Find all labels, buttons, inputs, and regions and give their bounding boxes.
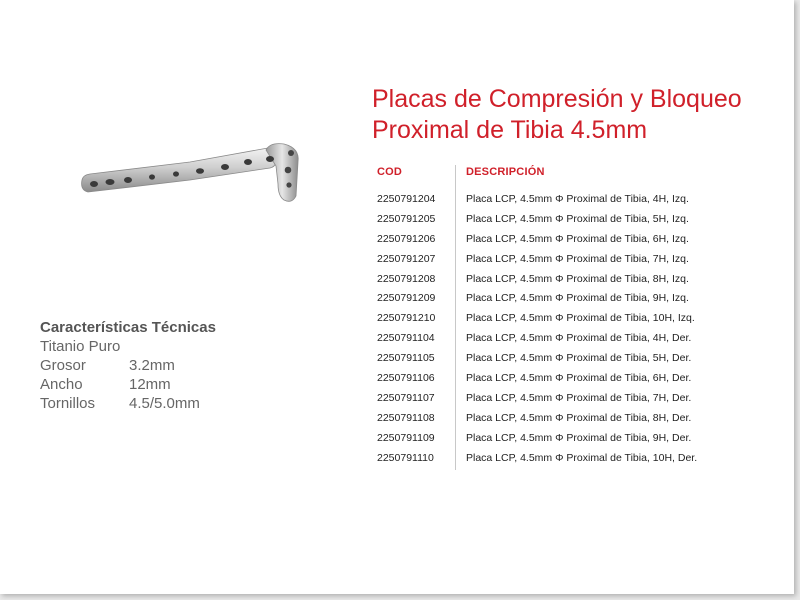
spec-row-screws <box>40 394 216 413</box>
product-description: Placa LCP, 4.5mm Φ Proximal de Tibia, 6H, Izq. <box>466 232 689 245</box>
spec-label: Ancho <box>40 376 83 393</box>
spec-label: Grosor <box>40 357 86 374</box>
table-row <box>377 329 697 349</box>
table-row <box>377 210 697 230</box>
table-row <box>377 270 697 290</box>
product-code: 2250791104 <box>377 332 435 345</box>
table-row <box>377 369 697 389</box>
spec-material: Titanio Puro <box>40 338 121 355</box>
product-description: Placa LCP, 4.5mm Φ Proximal de Tibia, 4H, Der. <box>466 332 692 345</box>
table-row <box>377 429 697 449</box>
product-code: 2250791204 <box>377 193 436 205</box>
technical-specs <box>40 318 216 413</box>
product-code: 2250791210 <box>377 312 436 325</box>
column-header-description: DESCRIPCIÓN <box>466 166 545 178</box>
table-row <box>377 389 697 409</box>
product-table <box>377 190 697 468</box>
table-row <box>377 449 697 469</box>
product-code: 2250791208 <box>377 272 436 285</box>
product-code: 2250791110 <box>377 451 434 464</box>
table-row <box>377 349 697 369</box>
product-code: 2250791207 <box>377 252 436 265</box>
table-row <box>377 230 697 250</box>
product-description: Placa LCP, 4.5mm Φ Proximal de Tibia, 6H, Der. <box>466 372 692 385</box>
product-description: Placa LCP, 4.5mm Φ Proximal de Tibia, 5H, Der. <box>466 352 692 365</box>
product-code: 2250791206 <box>377 232 436 245</box>
specs-heading: Características Técnicas <box>40 319 216 336</box>
page-title <box>372 84 782 146</box>
product-description: Placa LCP, 4.5mm Φ Proximal de Tibia, 9H, Der. <box>466 431 692 444</box>
product-description: Placa LCP, 4.5mm Φ Proximal de Tibia, 10H, Izq. <box>466 312 695 325</box>
column-header-code: COD <box>377 166 403 178</box>
product-description: Placa LCP, 4.5mm Φ Proximal de Tibia, 7H, Der. <box>466 391 692 404</box>
product-description: Placa LCP, 4.5mm Φ Proximal de Tibia, 9H, Izq. <box>466 292 689 305</box>
product-description: Placa LCP, 4.5mm Φ Proximal de Tibia, 8H, Der. <box>466 411 692 424</box>
bone-plate-image <box>70 140 310 215</box>
product-code: 2250791106 <box>377 372 435 385</box>
table-row <box>377 409 697 429</box>
table-row <box>377 289 697 309</box>
product-description: Placa LCP, 4.5mm Φ Proximal de Tibia, 8H, Izq. <box>466 272 689 285</box>
product-description: Placa LCP, 4.5mm Φ Proximal de Tibia, 10H, Der. <box>466 451 698 464</box>
table-row <box>377 190 697 210</box>
product-code: 2250791205 <box>377 212 436 225</box>
spec-row-width <box>40 375 216 394</box>
spec-value: 3.2mm <box>129 357 175 374</box>
title-line-1: Placas de Compresión y Bloqueo <box>372 85 742 113</box>
product-code: 2250791105 <box>377 352 435 365</box>
table-row <box>377 309 697 329</box>
spec-row-thickness <box>40 356 216 375</box>
spec-value: 4.5/5.0mm <box>129 395 200 412</box>
spec-label: Tornillos <box>40 395 96 412</box>
spec-value: 12mm <box>129 376 171 393</box>
product-code: 2250791107 <box>377 391 435 404</box>
title-line-2: Proximal de Tibia 4.5mm <box>372 116 648 144</box>
product-description: Placa LCP, 4.5mm Φ Proximal de Tibia, 5H, Izq. <box>466 212 689 225</box>
product-description: Placa LCP, 4.5mm Φ Proximal de Tibia, 4H, Izq. <box>466 193 689 205</box>
table-row <box>377 250 697 270</box>
product-code: 2250791209 <box>377 292 436 305</box>
product-code: 2250791108 <box>377 411 435 424</box>
product-description: Placa LCP, 4.5mm Φ Proximal de Tibia, 7H, Izq. <box>466 252 689 265</box>
product-code: 2250791109 <box>377 431 435 444</box>
